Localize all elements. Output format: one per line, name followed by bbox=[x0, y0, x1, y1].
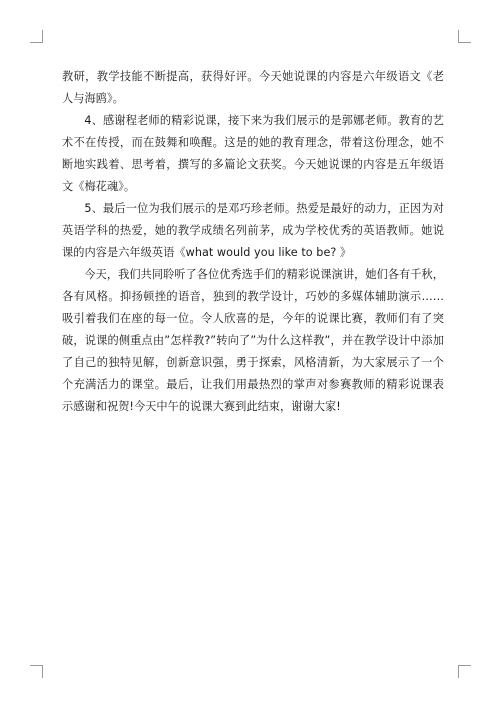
paragraph-guo-na: 4、感谢程老师的精彩说课，接下来为我们展示的是郭娜老师。教育的艺术不在传授，而在鼓舞和唤醒。这是的她的教育理念，带着这份理念，她不断地实践着、思考着，撰写的多篇论文获奖。今天她说课的内容是五年级语文《梅花魂》。 bbox=[62, 114, 444, 193]
paragraph-closing: 今天，我们共同聆听了各位优秀选手们的精彩说课演讲，她们各有千秋，各有风格。抑扬顿挫的语音，独到的教学设计，巧妙的多媒体辅助演示……吸引着我们在座的每一位。令人欣喜的是，今年的说课比赛，教师们有了突破，说课的侧重点由”怎样教?”转向了”为什么这样教”，并在教学设计中添加了自己的独特见解，创新意识强，勇于探索，风格清新，为大家展示了一个个充满活力的课堂。最后，让我们用最热烈的掌声对参赛教师的精彩说课表示感谢和祝贺!今天中午的说课大赛到此结束，谢谢大家! bbox=[62, 268, 444, 413]
crop-mark-bottom-left bbox=[30, 665, 43, 678]
paragraph-deng-qiaozhen: 5、最后一位为我们展示的是邓巧珍老师。热爱是最好的动力，正因为对英语学科的热爱，她的教学成绩名列前茅，成为学校优秀的英语教师。她说课的内容是六年级英语《what would you like to be? 》 bbox=[62, 202, 444, 259]
paragraph-continuation: 教研，教学技能不断提高，获得好评。今天她说课的内容是六年级语文《老人与海鸥》。 bbox=[62, 70, 444, 105]
crop-mark-top-right bbox=[458, 30, 471, 43]
document-body bbox=[62, 66, 444, 418]
crop-mark-top-left bbox=[30, 30, 43, 43]
crop-mark-bottom-right bbox=[458, 665, 471, 678]
